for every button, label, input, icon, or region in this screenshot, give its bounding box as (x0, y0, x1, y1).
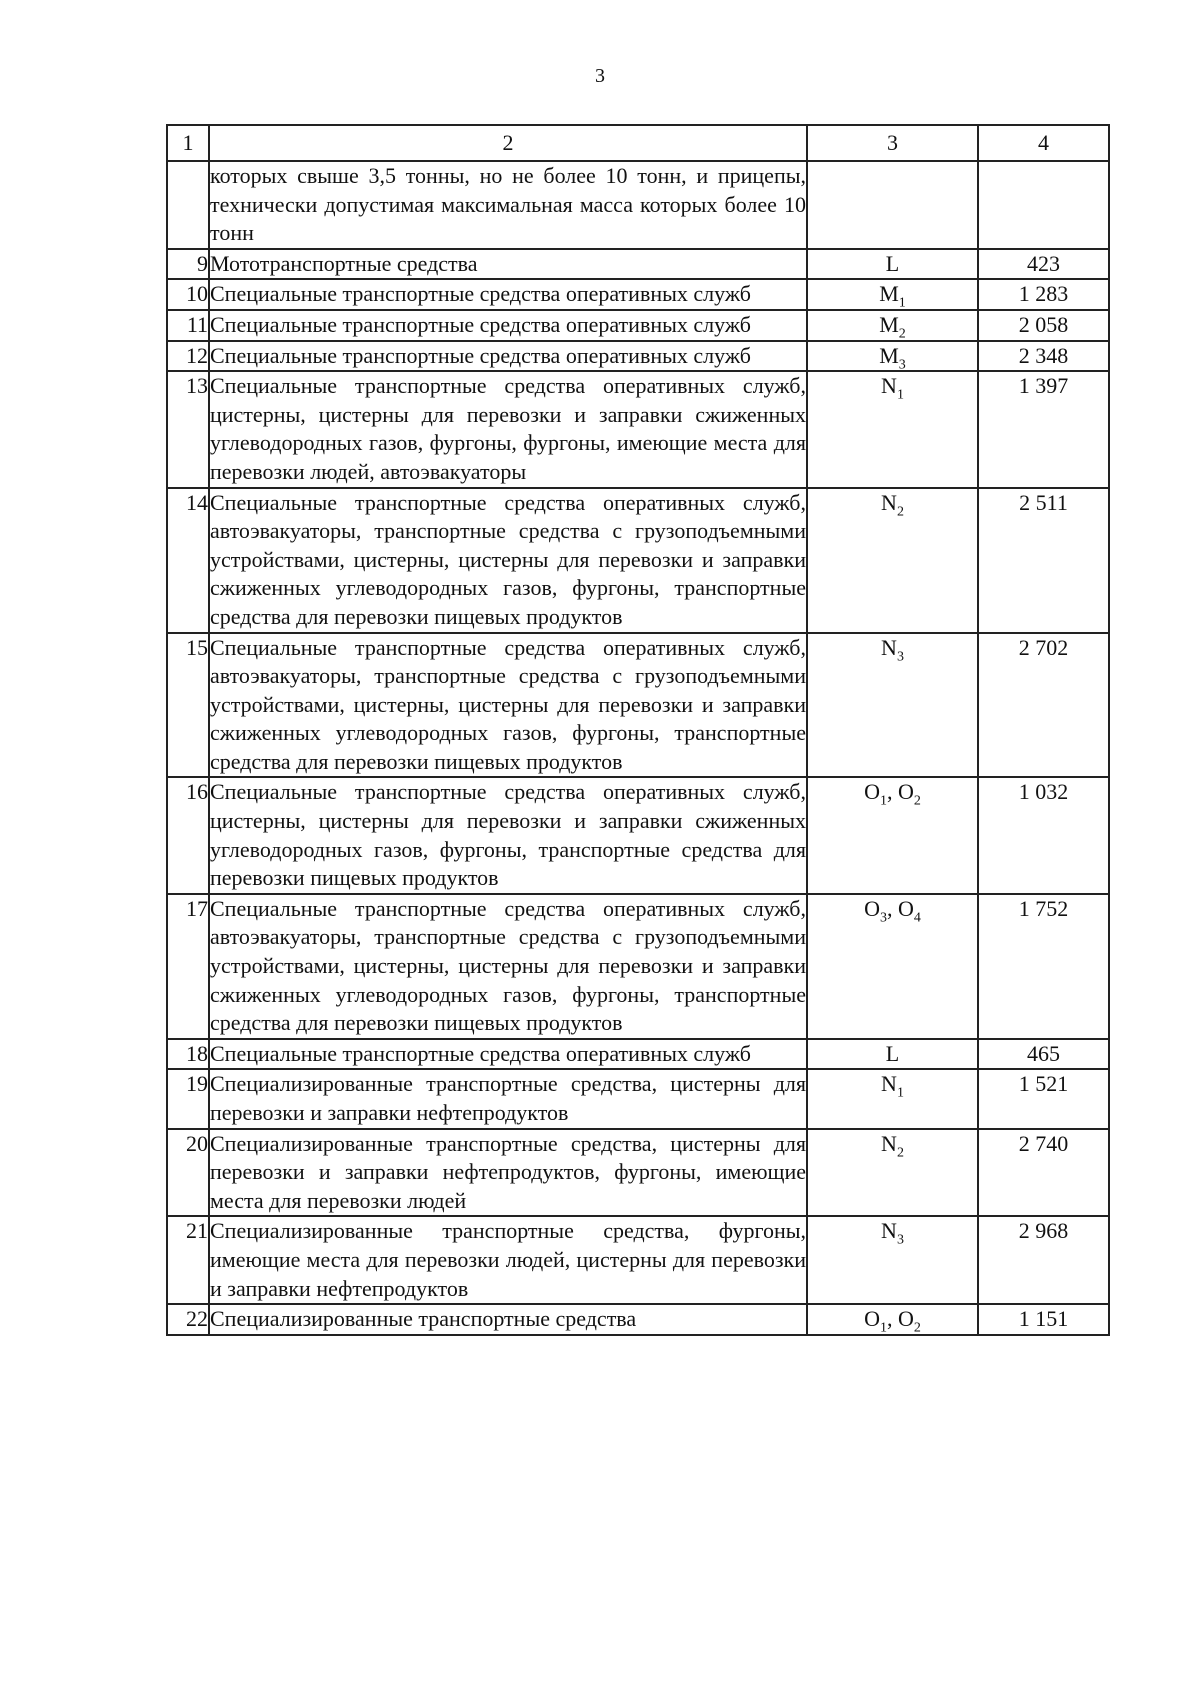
vehicle-description: Специальные транспортные средства оперативных служб, автоэвакуаторы, транспортные средства с грузоподъемными устройствами, цистерны, цистерны для перевозки и заправки сжиженных углеводородных газов, фургоны, транспортные средства для перевозки пищевых продуктов (209, 633, 807, 778)
vehicle-category (807, 633, 978, 778)
vehicle-category (807, 341, 978, 372)
category-value: 2 348 (978, 341, 1109, 372)
vehicle-category (807, 894, 978, 1039)
category-code: M (879, 311, 899, 337)
column-header-1: 1 (167, 125, 209, 161)
category-code: N (881, 1218, 897, 1244)
category-code: N (881, 373, 897, 399)
category-subscript: 3 (880, 910, 887, 926)
table-body (167, 161, 1109, 1335)
vehicle-category (807, 279, 978, 310)
row-number: 15 (167, 633, 209, 778)
row-number: 17 (167, 894, 209, 1039)
page-number: 3 (595, 65, 605, 87)
category-value: 1 151 (978, 1304, 1109, 1335)
table-row (167, 1129, 1109, 1217)
category-value: 2 511 (978, 488, 1109, 633)
row-number: 10 (167, 279, 209, 310)
category-code: N (881, 489, 897, 515)
table-row (167, 894, 1109, 1039)
category-separator: , (887, 895, 898, 921)
vehicle-category (807, 371, 978, 487)
table-row (167, 1304, 1109, 1335)
vehicle-description: Мототранспортные средства (209, 249, 807, 280)
category-code: L (885, 1040, 900, 1066)
row-number: 21 (167, 1216, 209, 1304)
category-subscript: 2 (898, 326, 906, 342)
vehicle-category (807, 1304, 978, 1335)
category-code: O (898, 779, 914, 805)
category-code: O (898, 1306, 914, 1332)
category-code: O (864, 1306, 880, 1332)
category-value: 2 058 (978, 310, 1109, 341)
category-subscript: 2 (896, 1144, 904, 1160)
category-code: N (881, 1071, 897, 1097)
vehicle-category (807, 249, 978, 280)
category-value (978, 161, 1109, 249)
table-row (167, 371, 1109, 487)
table-row (167, 161, 1109, 249)
table-row (167, 279, 1109, 310)
vehicle-description: Специальные транспортные средства оперативных служб (209, 310, 807, 341)
row-number: 11 (167, 310, 209, 341)
category-subscript: 1 (896, 387, 904, 403)
table-header-row (167, 125, 1109, 161)
row-number: 19 (167, 1069, 209, 1128)
category-subscript: 3 (898, 356, 906, 372)
row-number: 16 (167, 777, 209, 893)
row-number: 14 (167, 488, 209, 633)
table-row (167, 777, 1109, 893)
vehicle-description: Специализированные транспортные средства (209, 1304, 807, 1335)
table-row (167, 249, 1109, 280)
category-code: N (881, 1130, 897, 1156)
row-number: 22 (167, 1304, 209, 1335)
table-row (167, 633, 1109, 778)
vehicle-description: Специализированные транспортные средства, цистерны для перевозки и заправки нефтепродуктов (209, 1069, 807, 1128)
category-code: N (881, 634, 897, 660)
vehicle-description: Специальные транспортные средства оперативных служб, цистерны, цистерны для перевозки и заправки сжиженных углеводородных газов, фургоны, транспортные средства для перевозки пищевых продуктов (209, 777, 807, 893)
category-subscript: 1 (896, 1085, 904, 1101)
category-value: 2 740 (978, 1129, 1109, 1217)
category-code: M (879, 281, 899, 307)
table-row (167, 1216, 1109, 1304)
category-value: 2 702 (978, 633, 1109, 778)
category-code: O (864, 895, 880, 921)
category-value: 1 397 (978, 371, 1109, 487)
vehicle-description: Специальные транспортные средства оперативных служб (209, 279, 807, 310)
category-separator: , (887, 779, 898, 805)
category-subscript: 2 (913, 1320, 921, 1336)
category-value: 2 968 (978, 1216, 1109, 1304)
row-number: 13 (167, 371, 209, 487)
vehicle-category (807, 310, 978, 341)
category-subscript: 2 (913, 793, 921, 809)
category-code: O (898, 895, 914, 921)
category-value: 1 752 (978, 894, 1109, 1039)
vehicle-category-table (166, 124, 1110, 1336)
vehicle-category (807, 1039, 978, 1070)
vehicle-category (807, 161, 978, 249)
vehicle-category (807, 1069, 978, 1128)
vehicle-category (807, 777, 978, 893)
vehicle-description: Специальные транспортные средства оперативных служб, автоэвакуаторы, транспортные средства с грузоподъемными устройствами, цистерны, цистерны для перевозки и заправки сжиженных углеводородных газов, фургоны, транспортные средства для перевозки пищевых продуктов (209, 894, 807, 1039)
category-value: 465 (978, 1039, 1109, 1070)
row-number (167, 161, 209, 249)
category-value: 1 283 (978, 279, 1109, 310)
column-header-2: 2 (209, 125, 807, 161)
vehicle-description: Специальные транспортные средства оперативных служб (209, 341, 807, 372)
category-subscript: 3 (896, 648, 904, 664)
row-number: 12 (167, 341, 209, 372)
vehicle-description: которых свыше 3,5 тонны, но не более 10 тонн, и прицепы, технически допустимая максимальная масса которых более 10 тонн (209, 161, 807, 249)
category-code: O (864, 779, 880, 805)
category-separator: , (887, 1306, 898, 1332)
category-subscript: 1 (898, 295, 906, 311)
row-number: 9 (167, 249, 209, 280)
vehicle-category (807, 488, 978, 633)
category-code: L (885, 250, 900, 276)
category-code: M (879, 342, 899, 368)
vehicle-description: Специализированные транспортные средства, цистерны для перевозки и заправки нефтепродуктов, фургоны, имеющие места для перевозки людей (209, 1129, 807, 1217)
vehicle-description: Специализированные транспортные средства, фургоны, имеющие места для перевозки людей, цистерны для перевозки и заправки нефтепродуктов (209, 1216, 807, 1304)
row-number: 18 (167, 1039, 209, 1070)
table-row (167, 341, 1109, 372)
category-subscript: 1 (880, 1320, 887, 1336)
row-number: 20 (167, 1129, 209, 1217)
vehicle-category (807, 1129, 978, 1217)
vehicle-description: Специальные транспортные средства оперативных служб, автоэвакуаторы, транспортные средства с грузоподъемными устройствами, цистерны, цистерны для перевозки и заправки сжиженных углеводородных газов, фургоны, транспортные средства для перевозки пищевых продуктов (209, 488, 807, 633)
category-subscript: 2 (896, 503, 904, 519)
table-row (167, 310, 1109, 341)
vehicle-category (807, 1216, 978, 1304)
column-header-4: 4 (978, 125, 1109, 161)
category-value: 1 521 (978, 1069, 1109, 1128)
vehicle-description: Специальные транспортные средства оперативных служб (209, 1039, 807, 1070)
column-header-3: 3 (807, 125, 978, 161)
table-row (167, 1039, 1109, 1070)
category-subscript: 3 (896, 1232, 904, 1248)
category-subscript: 4 (913, 910, 921, 926)
table-row (167, 1069, 1109, 1128)
vehicle-description: Специальные транспортные средства оперативных служб, цистерны, цистерны для перевозки и заправки сжиженных углеводородных газов, фургоны, фургоны, имеющие места для перевозки людей, автоэвакуаторы (209, 371, 807, 487)
category-value: 1 032 (978, 777, 1109, 893)
table-row (167, 488, 1109, 633)
category-value: 423 (978, 249, 1109, 280)
category-subscript: 1 (880, 793, 887, 809)
